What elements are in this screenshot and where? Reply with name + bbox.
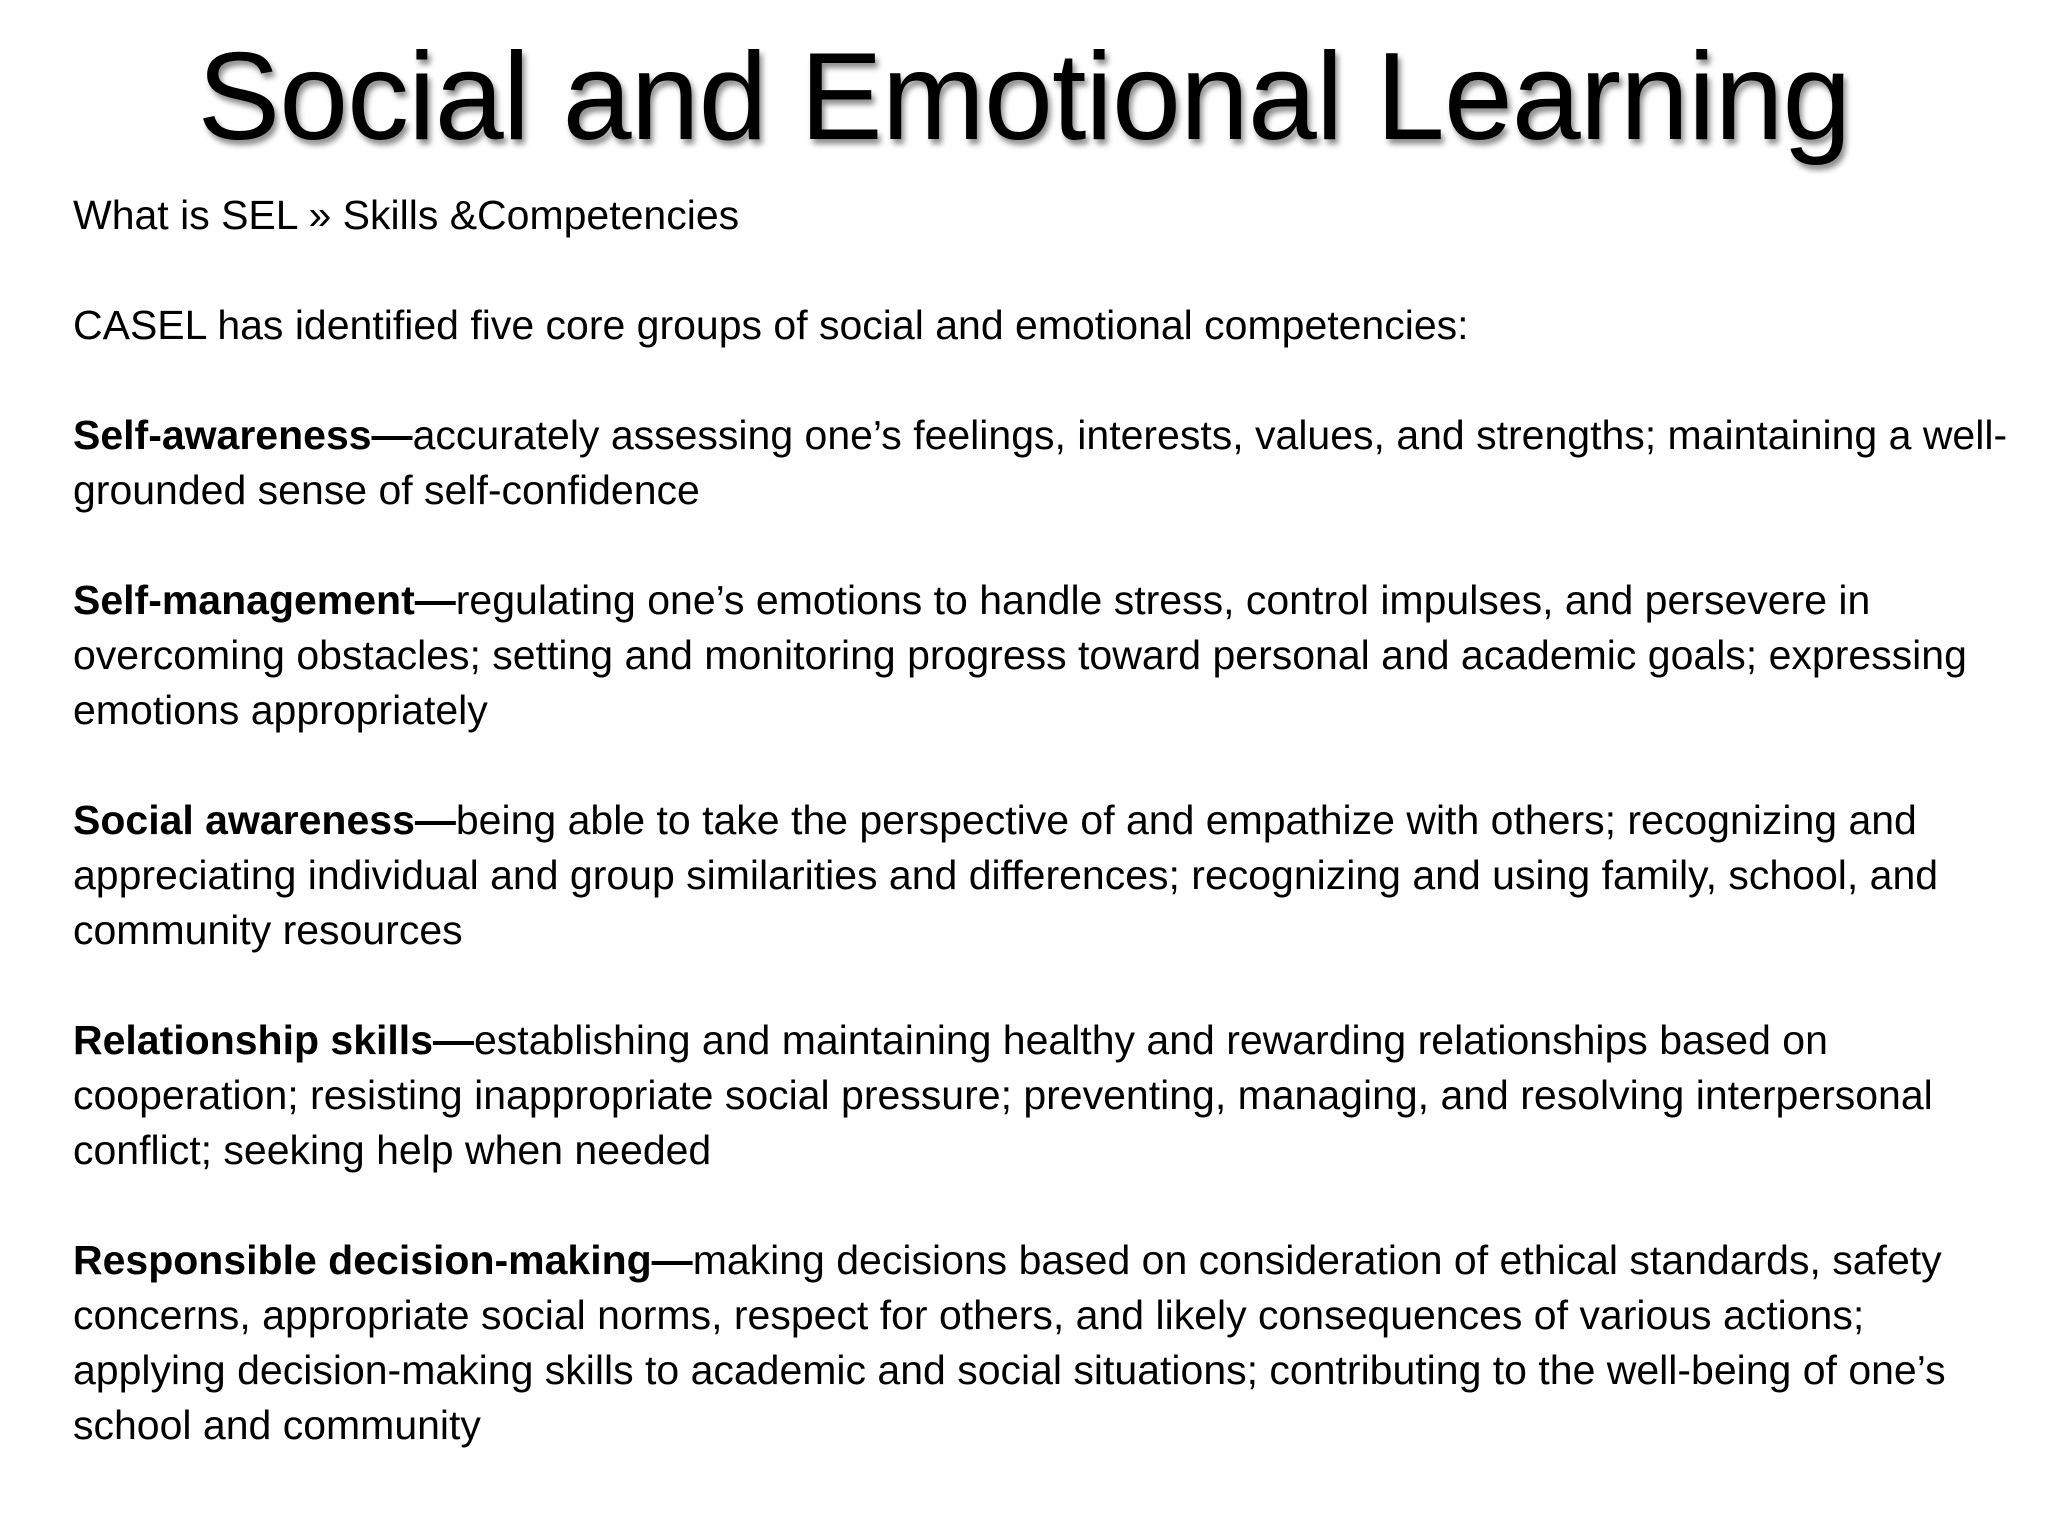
competency-term: Responsible decision-making— bbox=[73, 1237, 693, 1283]
competency-term: Social awareness— bbox=[73, 797, 456, 843]
breadcrumb: What is SEL » Skills &Competencies bbox=[73, 192, 740, 238]
competency-description: establishing and maintaining healthy and rewarding relationships based on cooperation; resisting inappropriate social pressure; preventing, managing, and resolving interpersonal conflict; seeking help when needed bbox=[73, 1017, 1933, 1173]
competency-term: Self-awareness— bbox=[73, 412, 413, 458]
slide-body bbox=[73, 188, 2023, 1508]
intro-text: CASEL has identified five core groups of social and emotional competencies: bbox=[73, 302, 1469, 348]
competency-responsible-decision-making bbox=[73, 1233, 2023, 1453]
competency-description: being able to take the perspective of and empathize with others; recognizing and appreciating individual and group similarities and differences; recognizing and using family, school, and community resources bbox=[73, 797, 1939, 953]
competency-term: Self-management— bbox=[73, 577, 456, 623]
competency-self-awareness bbox=[73, 408, 2023, 518]
slide-title: Social and Emotional Learning bbox=[197, 28, 1851, 166]
competency-description: accurately assessing one’s feelings, interests, values, and strengths; maintaining a well-grounded sense of self-confidence bbox=[73, 412, 2008, 513]
competency-relationship-skills bbox=[73, 1013, 2023, 1178]
competency-social-awareness bbox=[73, 793, 2023, 958]
competency-self-management bbox=[73, 573, 2023, 738]
competency-description: making decisions based on consideration of ethical standards, safety concerns, appropriate social norms, respect for others, and likely consequences of various actions; applying decision-making skills to academic and social situations; contributing to the well-being of one’s school and community bbox=[73, 1237, 1946, 1448]
competency-description: regulating one’s emotions to handle stress, control impulses, and persevere in overcoming obstacles; setting and monitoring progress toward personal and academic goals; expressing emotions appropriately bbox=[73, 577, 1967, 733]
competency-term: Relationship skills— bbox=[73, 1017, 474, 1063]
